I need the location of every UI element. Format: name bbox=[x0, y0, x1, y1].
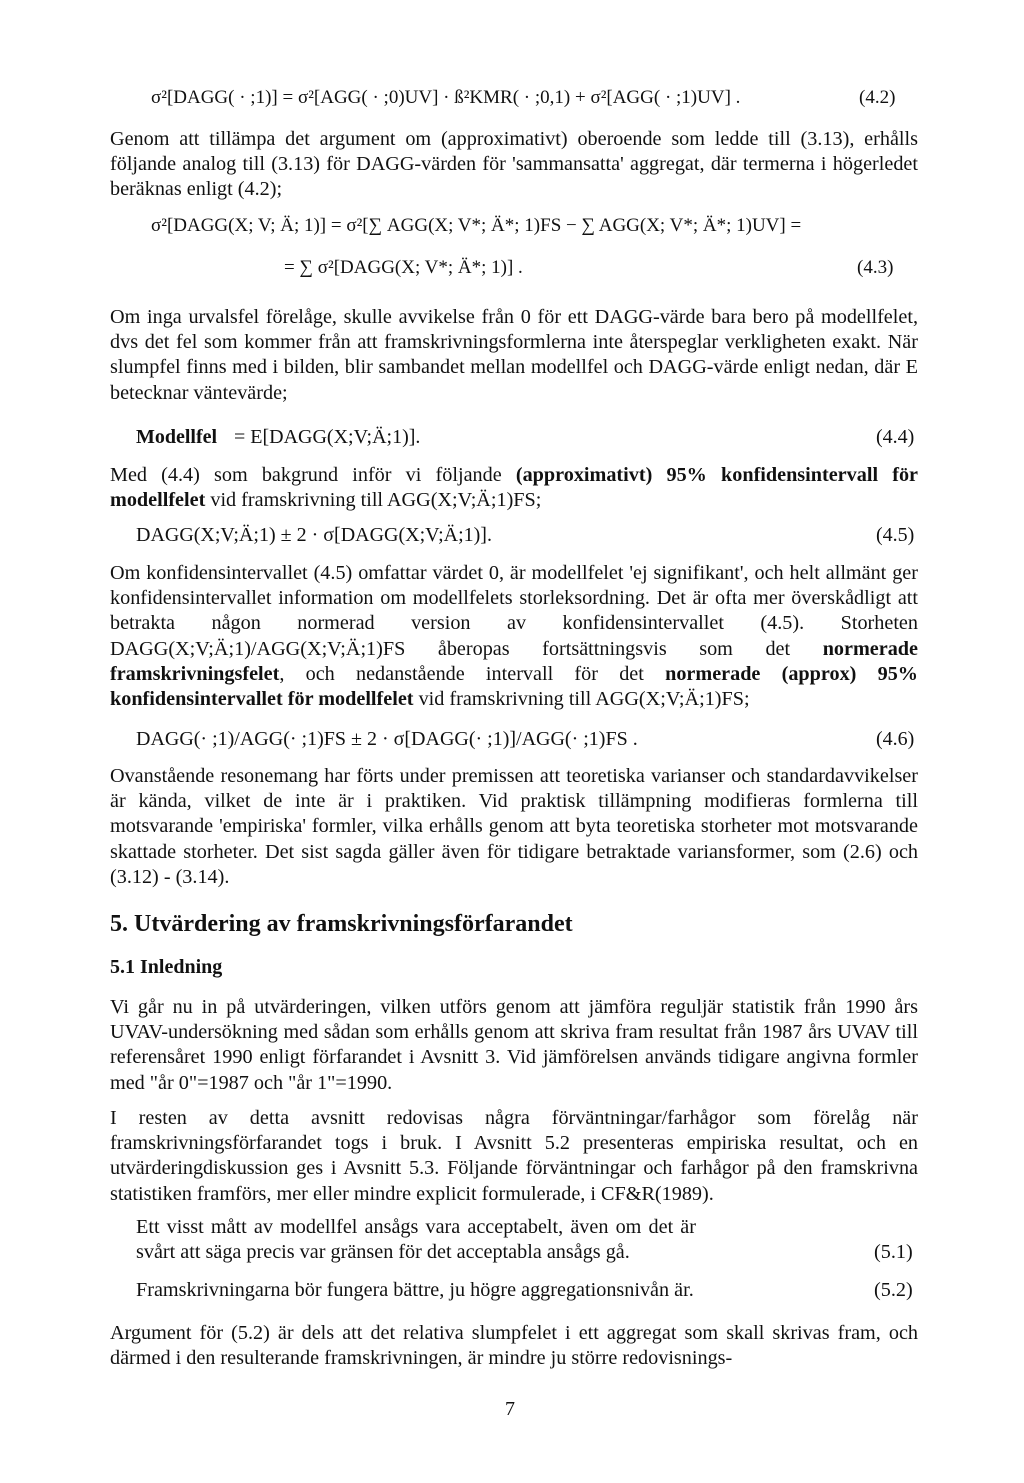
equation-number: (4.3) bbox=[857, 257, 894, 278]
equation-4-4 bbox=[136, 425, 921, 451]
equation-number: (4.2) bbox=[859, 87, 896, 108]
paragraph: Om inga urvalsfel förelåge, skulle avvikelse från 0 för ett DAGG-värde bara bero på modellfelet, dvs det fel som kommer från att framskrivningsformlerna inte återspeglar verkligheten exakt. När slumpfel finns med i bilden, blir sambandet mellan modellfel och DAGG-värde enligt nedan, där E betecknar väntevärde; bbox=[110, 306, 918, 404]
paragraph bbox=[110, 463, 918, 513]
paragraph-text: Om konfidensintervallet (4.5) omfattar värdet 0, är modellfelet 'ej signifikant', och helt allmänt ger konfidensintervallet information om modellfelets storleksordning. Det är ofta mer överskådligt att betrakta någon normerad version av konfidensintervallet (4.5). Storheten DAGG(X;V;Ä;1)/AGG(X;V;Ä;1)FS åberopas fortsättningsvis som det bbox=[110, 562, 918, 660]
equation-4-5 bbox=[136, 523, 921, 549]
paragraph: Genom att tillämpa det argument om (approximativt) oberoende som ledde till (3.13), erhålls följande analog till (3.13) för DAGG-värden för 'sammansatta' aggregat, där termerna i högerledet beräknas enligt (4.2); bbox=[110, 128, 918, 201]
list-item bbox=[136, 1278, 921, 1304]
emphasis-text: normerade framskrivningsfelet bbox=[110, 637, 918, 685]
equation-text: σ²[DAGG(X; V; Ä; 1)] = σ²[∑ AGG(X; V*; Ä*; 1)FS − ∑ AGG(X; V*; Ä*; 1)UV] = bbox=[151, 215, 802, 236]
emphasis-text: (approximativt) 95% konfidensintervall för modellfelet bbox=[110, 464, 918, 512]
paragraph: I resten av detta avsnitt redovisas några förväntningar/farhågor som förelåg när framskrivningsförfarandet togs i bruk. I Avsnitt 5.2 presenteras empiriska resultat, och en utvärderingdiskussion ges i Avsnitt 5.3. Följande förväntningar och farhågor på den framskrivna statistiken framförs, mer eller mindre explicit formulerade, i CF&R(1989). bbox=[110, 1107, 918, 1205]
equation-text: = E[DAGG(X;V;Ä;1)]. bbox=[234, 426, 421, 448]
list-item-text: Ett visst mått av modellfel ansågs vara acceptabelt, även om det är svårt att säga precis var gränsen för det acceptabla ansågs gå. bbox=[136, 1216, 696, 1264]
equation-4-3-line2 bbox=[284, 256, 904, 282]
paragraph bbox=[110, 561, 918, 712]
equation-number: (4.4) bbox=[876, 426, 915, 448]
equation-number: (4.6) bbox=[876, 728, 915, 750]
list-item-number: (5.2) bbox=[874, 1279, 913, 1301]
list-item bbox=[136, 1215, 921, 1267]
list-item-text: Framskrivningarna bör fungera bättre, ju högre aggregationsnivån är. bbox=[136, 1279, 694, 1301]
equation-4-6 bbox=[136, 727, 921, 753]
equation-text: = ∑ σ²[DAGG(X; V*; Ä*; 1)] . bbox=[284, 257, 523, 278]
paragraph: Argument för (5.2) är dels att det relativa slumpfelet i ett aggregat som skall skrivas fram, och därmed i den resulterande framskrivningen, är mindre ju större redovisnings- bbox=[110, 1322, 918, 1370]
section-heading: 5. Utvärdering av framskrivningsförfarandet bbox=[110, 911, 573, 937]
equation-number: (4.5) bbox=[876, 524, 915, 546]
equation-label: Modellfel bbox=[136, 426, 218, 448]
equation-text: DAGG(· ;1)/AGG(· ;1)FS ± 2 · σ[DAGG(· ;1)]/AGG(· ;1)FS . bbox=[136, 728, 638, 750]
paragraph-text: vid framskrivning till AGG(X;V;Ä;1)FS; bbox=[418, 688, 750, 711]
paragraph-text: vid framskrivning till AGG(X;V;Ä;1)FS; bbox=[210, 489, 542, 512]
page-number: 7 bbox=[505, 1398, 515, 1420]
expectation-list bbox=[136, 1215, 921, 1315]
paragraph: Vi går nu in på utvärderingen, vilken utförs genom att jämföra reguljär statistik från 1990 års UVAV-undersökning med sådan som erhålls genom att skriva fram resultat från 1987 års UVAV till referensåret 1990 enligt förfarandet i Avsnitt 3. Vid jämförelsen används tidigare angivna formler med "år 0"=1987 och "år 1"=1990. bbox=[110, 996, 918, 1094]
paragraph: Ovanstående resonemang har förts under premissen att teoretiska varianser och standardavvikelser är kända, vilket de inte är i praktiken. Vid praktisk tillämpning modifieras formlerna till motsvarande 'empiriska' formler, vilka erhålls genom att byta teoretiska storheter mot motsvarande skattade storheter. Det sist sagda gäller även för tidigare betraktade variansformer, som (2.6) och (3.12) - (3.14). bbox=[110, 765, 918, 888]
paragraph-text: , och nedanstående intervall för det bbox=[279, 662, 644, 685]
list-item-number: (5.1) bbox=[874, 1241, 913, 1263]
equation-4-3-line1 bbox=[151, 214, 871, 240]
paragraph-text: Med (4.4) som bakgrund inför vi följande bbox=[110, 464, 502, 486]
equation-text: σ²[DAGG( · ;1)] = σ²[AGG( · ;0)UV] · ß²KMR( · ;0,1) + σ²[AGG( · ;1)UV] . bbox=[151, 87, 741, 108]
equation-text: DAGG(X;V;Ä;1) ± 2 · σ[DAGG(X;V;Ä;1)]. bbox=[136, 524, 492, 546]
subsection-heading: 5.1 Inledning bbox=[110, 956, 223, 978]
emphasis-text: normerade (approx) 95% konfidensintervallet för modellfelet bbox=[110, 662, 918, 711]
equation-4-2 bbox=[151, 86, 901, 112]
